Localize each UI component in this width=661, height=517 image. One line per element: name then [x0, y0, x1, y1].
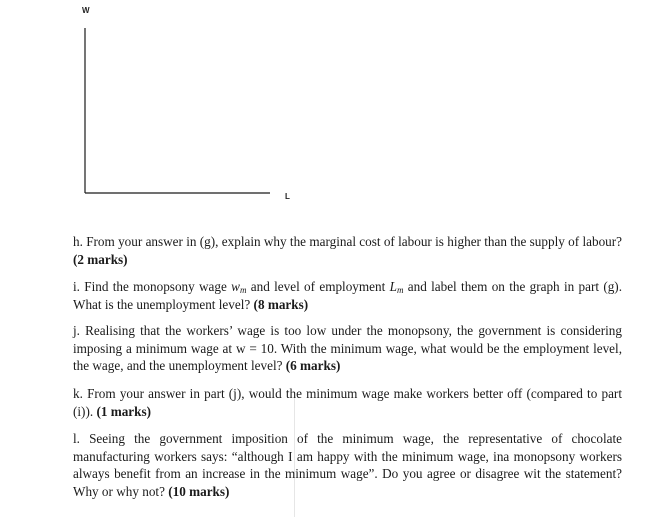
- question-j-text: j. Realising that the workers’ wage is too low under the monopsony, the government is considering imposing a minimum wage at w = 10. With the minimum wage, what would be the employment level, the wage, and the unemployment level?: [73, 323, 622, 373]
- question-j-marks: (6 marks): [285, 358, 341, 373]
- question-l: [73, 430, 622, 500]
- question-h-text: h. From your answer in (g), explain why the marginal cost of labour is higher than the supply of labour?: [73, 234, 622, 249]
- question-i-text-2: and level of employment: [246, 279, 390, 294]
- y-axis-label: W: [82, 6, 90, 15]
- monopsony-employment-symbol: $L_m$: [389, 279, 404, 295]
- question-i-marks: (8 marks): [253, 296, 309, 312]
- question-h: [73, 233, 622, 268]
- question-h-marks: (2 marks): [73, 251, 128, 267]
- question-k-marks: (1 marks): [96, 403, 152, 419]
- question-i: [73, 278, 622, 313]
- question-i-text-1: i. Find the monopsony wage: [73, 279, 232, 294]
- question-k-text: k. From your answer in part (j), would the minimum wage make workers better off (compared to part (i)).: [73, 386, 622, 419]
- monopsony-wage-symbol: $w_m$: [231, 279, 247, 295]
- labour-market-graph: [0, 0, 661, 230]
- question-l-marks: (10 marks): [168, 483, 230, 499]
- question-k: [73, 385, 622, 420]
- question-i-text-3: and label them on the graph in part (g). What is the unemployment level?: [73, 279, 622, 312]
- question-l-text: l. Seeing the government imposition of the minimum wage, the representative of chocolate manufacturing workers says: “although I am happy with the minimum wage, ina monopsony workers always benefit from an increase in the minimum wage”. Do you agree or disagree wit the statement? Why or why not?: [73, 431, 622, 499]
- question-j: [73, 322, 622, 375]
- x-axis-label: L: [285, 192, 290, 201]
